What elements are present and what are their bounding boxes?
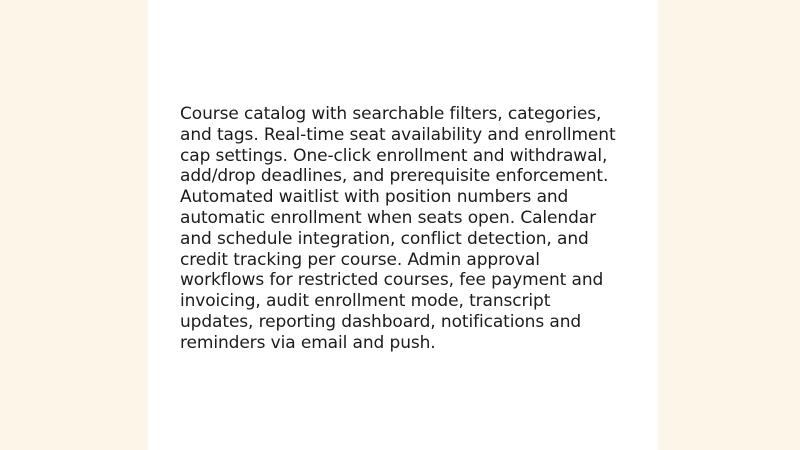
description-paragraph: Course catalog with searchable filters, categories, and tags. Real-time seat availability and enrollment cap settings. One-click enrollment and withdrawal, add/drop deadlines, and prerequisite enforcement. Automated waitlist with position numbers and automatic enrollment when seats open. Calendar and schedule integration, conflict detection, and credit tracking per course. Admin approval workflows for restricted courses, fee payment and invoicing, audit enrollment mode, transcript updates, reporting dashboard, notifications and reminders via email and push. xyxy=(180,104,616,353)
content-panel xyxy=(148,0,658,450)
